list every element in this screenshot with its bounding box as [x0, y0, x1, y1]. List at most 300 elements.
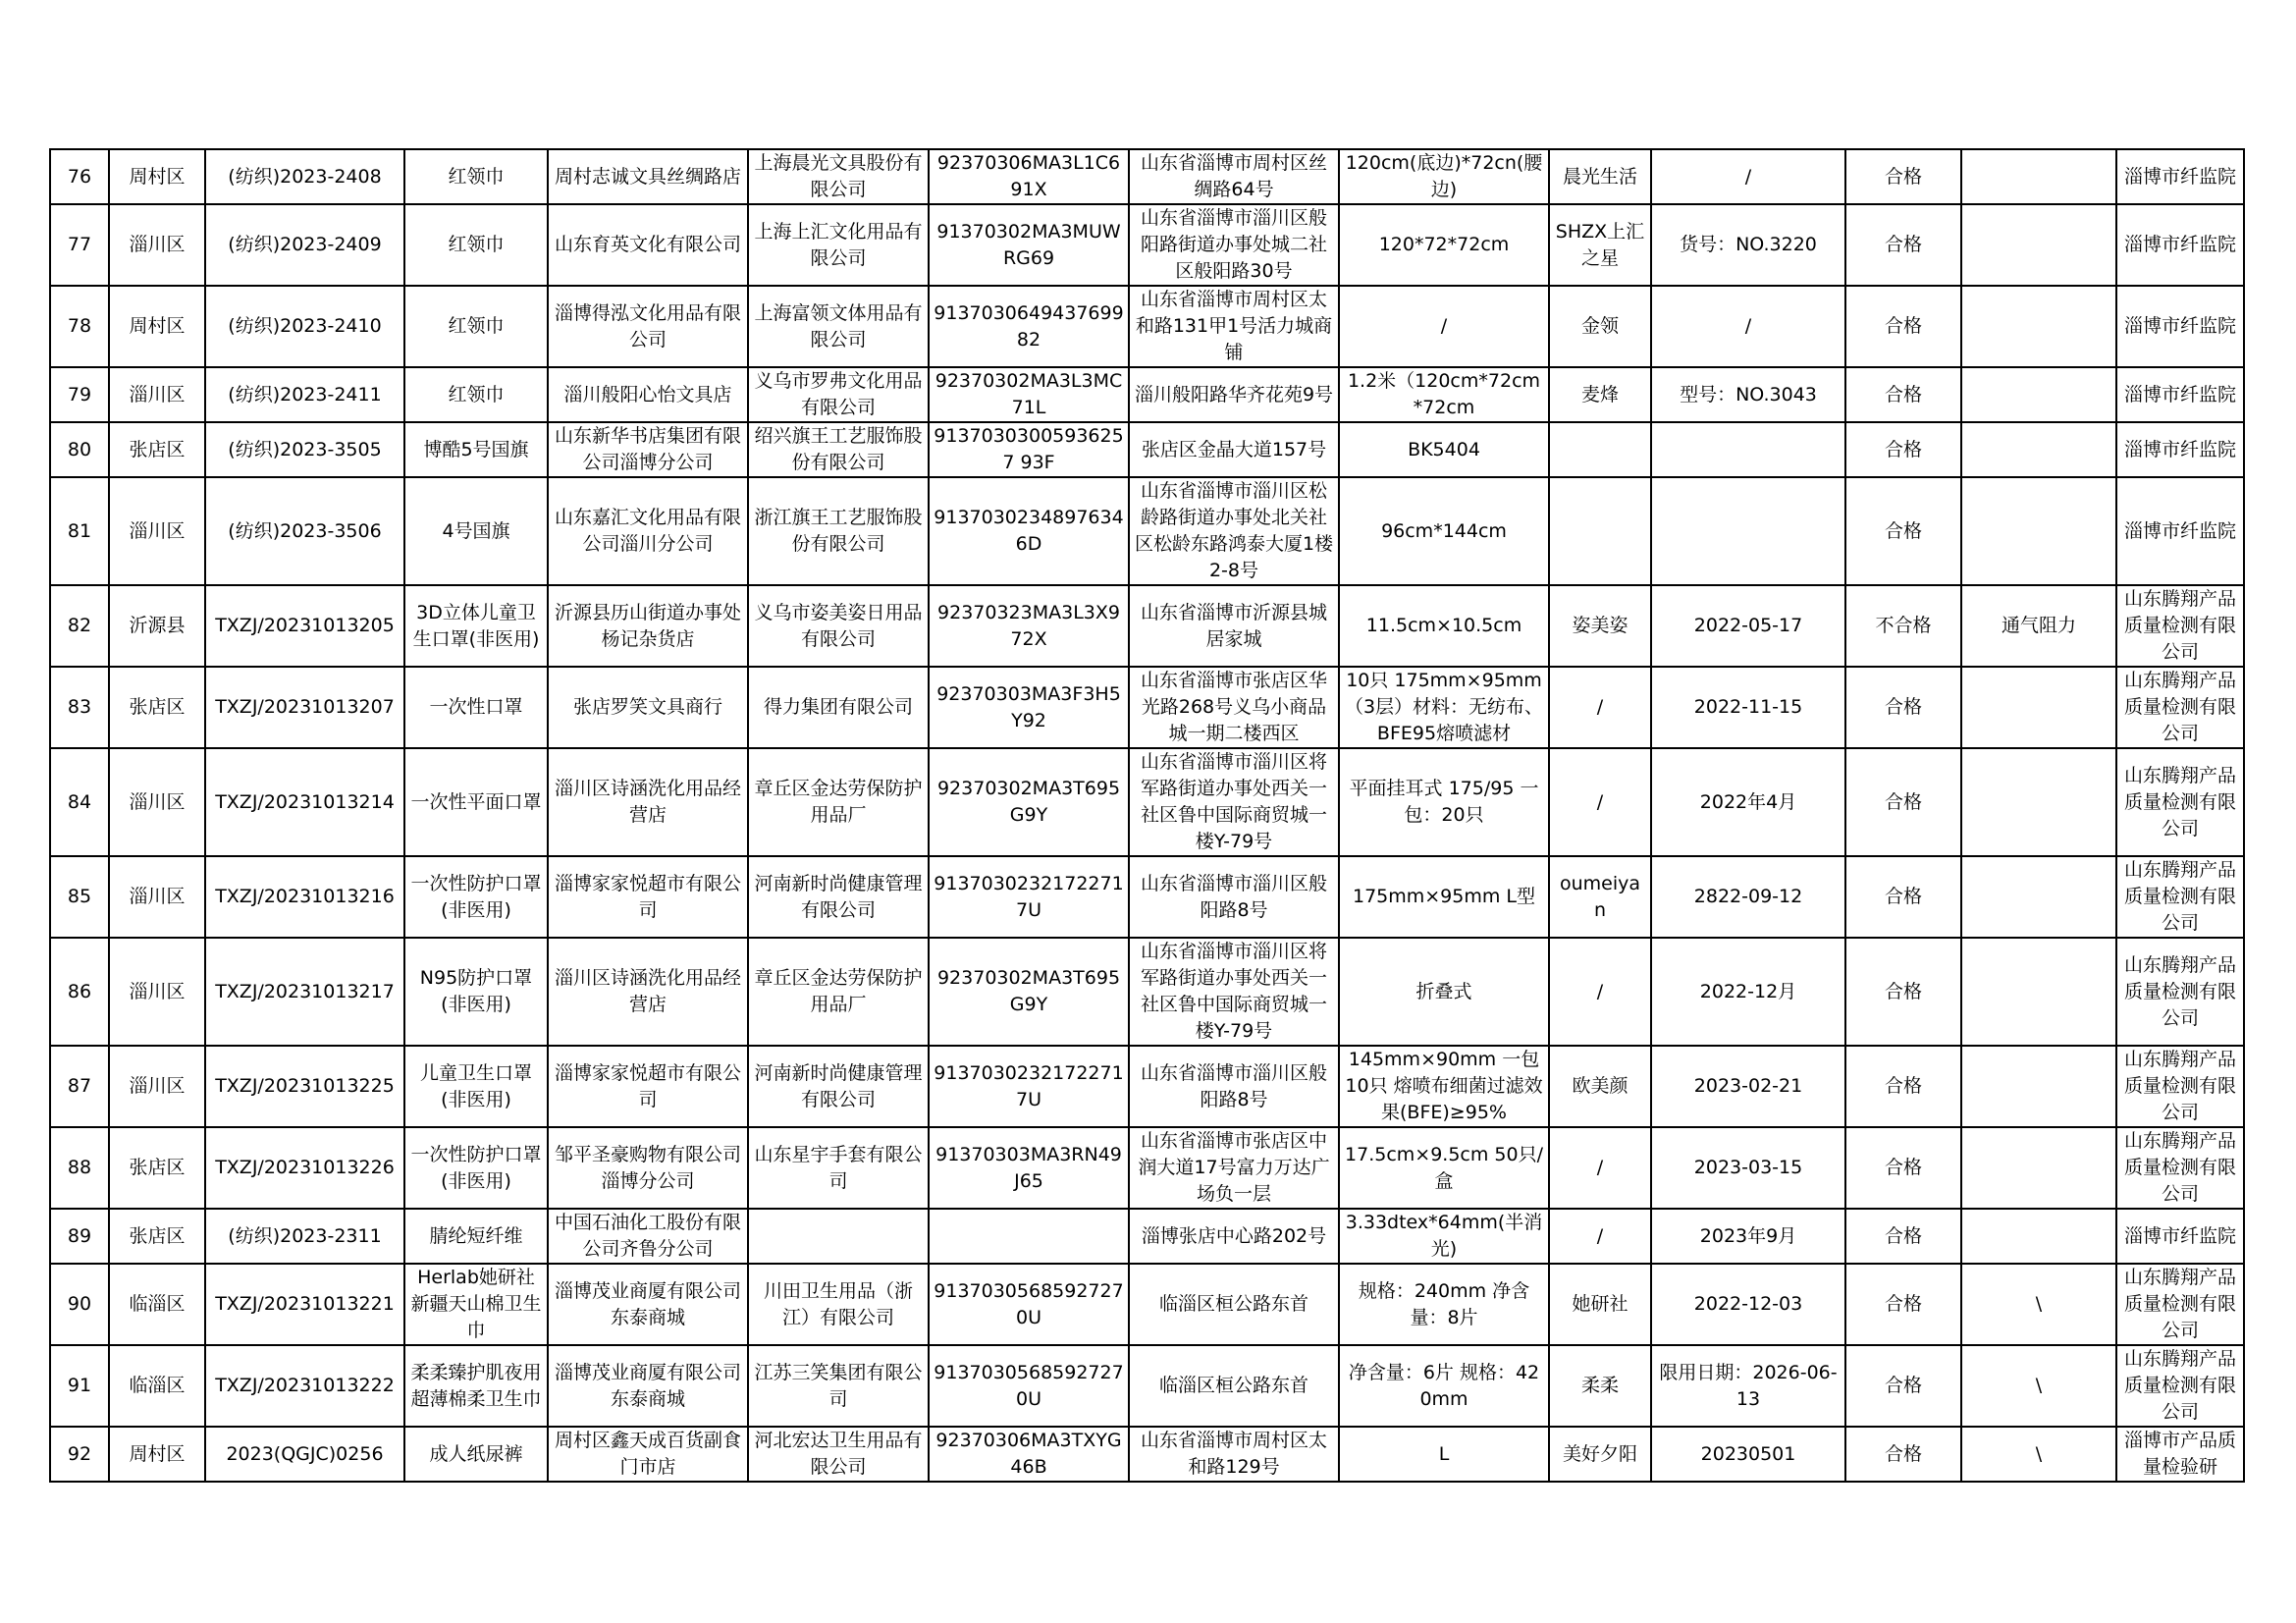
sample-code-cell	[205, 856, 404, 938]
spec-cell	[1339, 1209, 1549, 1264]
row-number-cell-text: 86	[67, 980, 92, 1002]
brand-cell	[1549, 149, 1651, 204]
product-name-cell-text: 一次性平面口罩	[410, 790, 542, 813]
testing-lab-cell-text: 山东腾翔产品质量检测有限公司	[2123, 1130, 2236, 1205]
result-cell-text: 合格	[1884, 315, 1922, 337]
brand-cell-text: 欧美颜	[1572, 1075, 1629, 1097]
row-number-cell	[50, 667, 109, 748]
row-number-cell-text: 79	[67, 383, 92, 406]
sample-code-cell	[205, 477, 404, 585]
address-cell	[1129, 1127, 1339, 1209]
credit-code-cell	[929, 204, 1129, 286]
table-row	[50, 1127, 2244, 1209]
row-number-cell-text: 91	[67, 1375, 92, 1396]
credit-code-cell	[929, 748, 1129, 856]
testing-lab-cell-text: 淄博市纤监院	[2123, 519, 2236, 542]
testing-lab-cell	[2116, 149, 2244, 204]
testing-lab-cell-text: 淄博市纤监院	[2123, 315, 2236, 337]
row-number-cell-text: 81	[67, 519, 92, 542]
district-cell-text: 淄川区	[129, 790, 186, 813]
district-cell	[109, 856, 205, 938]
address-cell	[1129, 1046, 1339, 1127]
district-cell	[109, 748, 205, 856]
sample-code-cell-text: (纺织)2023-2411	[228, 383, 382, 406]
address-cell	[1129, 1427, 1339, 1482]
district-cell-text: 淄川区	[129, 234, 186, 255]
district-cell	[109, 422, 205, 477]
batch-date-cell	[1651, 1046, 1845, 1127]
batch-date-cell-text: 2022年4月	[1699, 790, 1797, 813]
seller-cell	[548, 667, 748, 748]
district-cell	[109, 1427, 205, 1482]
failed-item-cell	[1961, 1127, 2116, 1209]
sample-code-cell	[205, 149, 404, 204]
manufacturer-cell-text: 上海富领文体用品有限公司	[754, 301, 923, 351]
sample-code-cell	[205, 1209, 404, 1264]
row-number-cell	[50, 856, 109, 938]
credit-code-cell	[929, 667, 1129, 748]
spec-cell	[1339, 149, 1549, 204]
address-cell-text: 淄川般阳路华齐花苑9号	[1134, 383, 1334, 406]
seller-cell-text: 淄川区诗涵洗化用品经营店	[554, 778, 741, 826]
manufacturer-cell-text: 章丘区金达劳保防护用品厂	[754, 778, 923, 826]
sample-code-cell	[205, 938, 404, 1046]
spec-cell	[1339, 585, 1549, 667]
address-cell	[1129, 1345, 1339, 1427]
district-cell-text: 沂源县	[129, 615, 186, 636]
spec-cell	[1339, 1127, 1549, 1209]
address-cell	[1129, 1264, 1339, 1345]
seller-cell-text: 淄博茂业商厦有限公司东泰商城	[554, 1279, 741, 1328]
result-cell-text: 合格	[1884, 383, 1922, 406]
batch-date-cell-text: 2022-12-03	[1693, 1293, 1803, 1315]
brand-cell	[1549, 667, 1651, 748]
failed-item-cell	[1961, 667, 2116, 748]
table-row	[50, 748, 2244, 856]
spec-cell	[1339, 204, 1549, 286]
result-cell-text: 合格	[1884, 1224, 1922, 1247]
address-cell-text: 张店区金晶大道157号	[1141, 438, 1327, 460]
batch-date-cell	[1651, 1345, 1845, 1427]
district-cell	[109, 667, 205, 748]
row-number-cell	[50, 1046, 109, 1127]
address-cell-text: 山东省淄博市张店区华光路268号义乌小商品城一期二楼西区	[1140, 670, 1327, 744]
result-cell	[1845, 1127, 1961, 1209]
credit-code-cell-text: 92370323MA3L3X972X	[937, 601, 1120, 650]
testing-lab-cell	[2116, 856, 2244, 938]
inspection-results-table	[49, 148, 2245, 1483]
sample-code-cell-text: TXZJ/20231013214	[215, 790, 395, 813]
manufacturer-cell	[748, 938, 929, 1046]
manufacturer-cell	[748, 667, 929, 748]
testing-lab-cell	[2116, 422, 2244, 477]
district-cell	[109, 585, 205, 667]
address-cell	[1129, 938, 1339, 1046]
brand-cell-text: 美好夕阳	[1562, 1442, 1637, 1465]
manufacturer-cell	[748, 1264, 929, 1345]
sample-code-cell	[205, 748, 404, 856]
testing-lab-cell	[2116, 477, 2244, 585]
address-cell-text: 山东省淄博市淄川区将军路街道办事处西关一社区鲁中国际商贸城一楼Y-79号	[1140, 941, 1327, 1042]
sample-code-cell	[205, 1427, 404, 1482]
sample-code-cell	[205, 667, 404, 748]
sample-code-cell	[205, 367, 404, 422]
spec-cell	[1339, 748, 1549, 856]
manufacturer-cell	[748, 477, 929, 585]
credit-code-cell-text: 92370303MA3F3H5Y92	[936, 682, 1121, 731]
district-cell-text: 周村区	[129, 315, 186, 337]
credit-code-cell	[929, 938, 1129, 1046]
address-cell	[1129, 477, 1339, 585]
district-cell-text: 张店区	[129, 438, 186, 460]
district-cell-text: 张店区	[129, 1157, 186, 1178]
manufacturer-cell-text: 章丘区金达劳保防护用品厂	[754, 967, 923, 1015]
product-name-cell-text: 3D立体儿童卫生口罩(非医用)	[412, 601, 540, 650]
sample-code-cell-text: TXZJ/20231013221	[215, 1293, 395, 1315]
batch-date-cell	[1651, 149, 1845, 204]
product-name-cell	[404, 667, 548, 748]
district-cell	[109, 367, 205, 422]
address-cell	[1129, 422, 1339, 477]
seller-cell-text: 张店罗笑文具商行	[572, 696, 722, 718]
address-cell	[1129, 204, 1339, 286]
row-number-cell	[50, 748, 109, 856]
row-number-cell	[50, 286, 109, 367]
manufacturer-cell	[748, 422, 929, 477]
manufacturer-cell-text: 上海晨光文具股份有限公司	[754, 152, 923, 200]
table-row	[50, 1345, 2244, 1427]
district-cell	[109, 1127, 205, 1209]
row-number-cell-text: 90	[67, 1293, 92, 1315]
batch-date-cell-text: 2022-05-17	[1693, 615, 1803, 636]
seller-cell-text: 淄博茂业商厦有限公司东泰商城	[554, 1361, 741, 1410]
brand-cell-text: /	[1596, 790, 1604, 813]
batch-date-cell-text: 2022-11-15	[1693, 696, 1803, 718]
credit-code-cell-text: 92370306MA3L1C691X	[936, 152, 1121, 200]
result-cell-text: 合格	[1884, 165, 1922, 188]
row-number-cell	[50, 367, 109, 422]
product-name-cell-text: 一次性口罩	[429, 696, 523, 718]
credit-code-cell	[929, 1127, 1129, 1209]
result-cell-text: 合格	[1884, 790, 1922, 813]
address-cell-text: 临淄区桓公路东首	[1158, 1375, 1308, 1396]
address-cell	[1129, 367, 1339, 422]
brand-cell	[1549, 1264, 1651, 1345]
credit-code-cell-text: 91370305685927270U	[934, 1279, 1124, 1328]
district-cell-text: 淄川区	[129, 1075, 186, 1097]
product-name-cell-text: 红领巾	[448, 383, 505, 406]
district-cell-text: 周村区	[129, 1442, 186, 1465]
batch-date-cell-text: 2023-02-21	[1693, 1075, 1803, 1097]
failed-item-cell-text: \	[2035, 1442, 2043, 1465]
batch-date-cell	[1651, 667, 1845, 748]
manufacturer-cell	[748, 748, 929, 856]
batch-date-cell-text: /	[1744, 315, 1752, 337]
brand-cell	[1549, 367, 1651, 422]
batch-date-cell	[1651, 1264, 1845, 1345]
seller-cell-text: 山东新华书店集团有限公司淄博分公司	[554, 425, 741, 473]
product-name-cell-text: 一次性防护口罩(非医用)	[410, 872, 542, 921]
spec-cell	[1339, 477, 1549, 585]
manufacturer-cell-text: 得力集团有限公司	[763, 696, 913, 718]
spec-cell-text: 平面挂耳式 175/95 一包：20只	[1349, 778, 1539, 826]
product-name-cell-text: 红领巾	[448, 234, 505, 255]
row-number-cell	[50, 1209, 109, 1264]
sample-code-cell	[205, 585, 404, 667]
table-row	[50, 1427, 2244, 1482]
credit-code-cell	[929, 1046, 1129, 1127]
district-cell-text: 淄川区	[129, 519, 186, 542]
credit-code-cell-text: 91370302MA3MUWRG69	[936, 220, 1121, 269]
manufacturer-cell-text: 山东星宇手套有限公司	[754, 1143, 923, 1192]
product-name-cell	[404, 1264, 548, 1345]
failed-item-cell-text: \	[2035, 1375, 2043, 1396]
address-cell-text: 山东省淄博市沂源县城居家城	[1140, 601, 1327, 650]
address-cell-text: 山东省淄博市淄川区将军路街道办事处西关一社区鲁中国际商贸城一楼Y-79号	[1140, 751, 1327, 852]
row-number-cell-text: 82	[67, 615, 92, 636]
result-cell-text: 合格	[1884, 696, 1922, 718]
row-number-cell-text: 89	[67, 1224, 92, 1247]
result-cell-text: 合格	[1884, 519, 1922, 542]
seller-cell	[548, 585, 748, 667]
product-name-cell-text: 腈纶短纤维	[429, 1224, 523, 1247]
seller-cell	[548, 748, 748, 856]
sample-code-cell-text: TXZJ/20231013225	[215, 1075, 395, 1097]
row-number-cell-text: 88	[67, 1157, 92, 1178]
product-name-cell	[404, 1345, 548, 1427]
testing-lab-cell	[2116, 1264, 2244, 1345]
address-cell	[1129, 856, 1339, 938]
spec-cell-text: BK5404	[1408, 438, 1480, 460]
spec-cell	[1339, 667, 1549, 748]
testing-lab-cell	[2116, 1127, 2244, 1209]
result-cell-text: 合格	[1884, 1375, 1922, 1396]
seller-cell-text: 沂源县历山街道办事处杨记杂货店	[554, 601, 741, 650]
batch-date-cell	[1651, 422, 1845, 477]
sample-code-cell-text: TXZJ/20231013205	[215, 615, 395, 636]
product-name-cell-text: 红领巾	[448, 165, 505, 188]
spec-cell	[1339, 1427, 1549, 1482]
spec-cell-text: /	[1440, 315, 1448, 337]
testing-lab-cell-text: 山东腾翔产品质量检测有限公司	[2123, 1049, 2236, 1123]
result-cell-text: 合格	[1884, 1442, 1922, 1465]
failed-item-cell	[1961, 1264, 2116, 1345]
product-name-cell	[404, 938, 548, 1046]
row-number-cell	[50, 204, 109, 286]
row-number-cell	[50, 938, 109, 1046]
product-name-cell-text: N95防护口罩(非医用)	[419, 967, 533, 1015]
sample-code-cell-text: 2023(QGJC)0256	[226, 1442, 384, 1465]
testing-lab-cell-text: 淄博市纤监院	[2123, 165, 2236, 188]
product-name-cell	[404, 1209, 548, 1264]
brand-cell	[1549, 938, 1651, 1046]
sample-code-cell	[205, 1264, 404, 1345]
address-cell-text: 临淄区桓公路东首	[1158, 1293, 1308, 1315]
testing-lab-cell	[2116, 667, 2244, 748]
district-cell-text: 临淄区	[129, 1375, 186, 1396]
brand-cell-text: oumeiyan	[1559, 872, 1641, 921]
spec-cell-text: 规格：240mm 净含量：8片	[1358, 1279, 1530, 1328]
failed-item-cell-text: \	[2035, 1293, 2043, 1315]
seller-cell	[548, 204, 748, 286]
testing-lab-cell-text: 山东腾翔产品质量检测有限公司	[2123, 1348, 2236, 1423]
address-cell-text: 山东省淄博市淄川区松龄路街道办事处北关社区松龄东路鸿泰大厦1楼2-8号	[1134, 480, 1334, 581]
result-cell	[1845, 938, 1961, 1046]
seller-cell	[548, 938, 748, 1046]
brand-cell	[1549, 422, 1651, 477]
testing-lab-cell	[2116, 1427, 2244, 1482]
product-name-cell	[404, 286, 548, 367]
batch-date-cell-text: 2023年9月	[1699, 1224, 1797, 1247]
result-cell-text: 合格	[1884, 1075, 1922, 1097]
row-number-cell	[50, 149, 109, 204]
brand-cell-text: 姿美姿	[1572, 615, 1629, 636]
district-cell-text: 淄川区	[129, 383, 186, 406]
table-row	[50, 856, 2244, 938]
batch-date-cell-text: 20230501	[1700, 1442, 1796, 1465]
brand-cell-text: 柔柔	[1580, 1375, 1619, 1396]
sample-code-cell-text: TXZJ/20231013222	[215, 1375, 395, 1396]
row-number-cell-text: 87	[67, 1075, 92, 1097]
batch-date-cell	[1651, 286, 1845, 367]
seller-cell	[548, 1427, 748, 1482]
credit-code-cell-text: 91370305685927270U	[934, 1361, 1124, 1410]
credit-code-cell	[929, 149, 1129, 204]
spec-cell	[1339, 422, 1549, 477]
credit-code-cell-text: 91370303005936257 93F	[934, 425, 1124, 473]
result-cell	[1845, 585, 1961, 667]
table-row	[50, 204, 2244, 286]
spec-cell-text: 10只 175mm×95mm（3层）材料：无纺布、BFE95熔喷滤材	[1344, 670, 1544, 744]
manufacturer-cell-text: 绍兴旗王工艺服饰股份有限公司	[754, 425, 923, 473]
spec-cell-text: 120*72*72cm	[1378, 234, 1510, 255]
manufacturer-cell	[748, 856, 929, 938]
failed-item-cell	[1961, 1209, 2116, 1264]
sample-code-cell	[205, 1127, 404, 1209]
batch-date-cell	[1651, 477, 1845, 585]
address-cell	[1129, 149, 1339, 204]
failed-item-cell	[1961, 585, 2116, 667]
table-row	[50, 938, 2244, 1046]
seller-cell	[548, 1127, 748, 1209]
brand-cell	[1549, 1427, 1651, 1482]
row-number-cell-text: 77	[67, 234, 92, 255]
product-name-cell	[404, 477, 548, 585]
manufacturer-cell-text: 浙江旗王工艺服饰股份有限公司	[754, 507, 923, 555]
product-name-cell-text: 4号国旗	[442, 519, 510, 542]
testing-lab-cell-text: 淄博市纤监院	[2123, 383, 2236, 406]
seller-cell-text: 山东育英文化有限公司	[554, 234, 741, 255]
address-cell	[1129, 748, 1339, 856]
testing-lab-cell-text: 淄博市纤监院	[2123, 438, 2236, 460]
credit-code-cell-text: 91370302348976346D	[934, 507, 1124, 555]
table-row	[50, 1209, 2244, 1264]
sample-code-cell	[205, 1345, 404, 1427]
seller-cell-text: 中国石油化工股份有限公司齐鲁分公司	[554, 1212, 741, 1260]
credit-code-cell-text: 92370302MA3T695G9Y	[936, 967, 1121, 1015]
district-cell-text: 淄川区	[129, 886, 186, 907]
district-cell	[109, 938, 205, 1046]
spec-cell	[1339, 1046, 1549, 1127]
manufacturer-cell	[748, 1127, 929, 1209]
result-cell	[1845, 1209, 1961, 1264]
credit-code-cell	[929, 477, 1129, 585]
spec-cell-text: 17.5cm×9.5cm 50只/盒	[1345, 1143, 1543, 1192]
sample-code-cell-text: (纺织)2023-2410	[228, 315, 382, 337]
batch-date-cell	[1651, 585, 1845, 667]
spec-cell-text: 折叠式	[1415, 980, 1472, 1002]
failed-item-cell	[1961, 1345, 2116, 1427]
testing-lab-cell	[2116, 1345, 2244, 1427]
testing-lab-cell	[2116, 1209, 2244, 1264]
seller-cell	[548, 422, 748, 477]
seller-cell-text: 淄博家家悦超市有限公司	[554, 1061, 741, 1110]
manufacturer-cell	[748, 1046, 929, 1127]
credit-code-cell	[929, 286, 1129, 367]
credit-code-cell-text: 91370302321722717U	[934, 872, 1124, 921]
district-cell	[109, 204, 205, 286]
result-cell-text: 合格	[1884, 1293, 1922, 1315]
failed-item-cell	[1961, 856, 2116, 938]
testing-lab-cell-text: 山东腾翔产品质量检测有限公司	[2123, 953, 2236, 1029]
failed-item-cell-text: 通气阻力	[2001, 615, 2076, 636]
result-cell	[1845, 204, 1961, 286]
failed-item-cell	[1961, 1427, 2116, 1482]
row-number-cell	[50, 1345, 109, 1427]
result-cell-text: 合格	[1884, 886, 1922, 907]
manufacturer-cell-text: 江苏三笑集团有限公司	[754, 1361, 923, 1410]
result-cell	[1845, 1264, 1961, 1345]
batch-date-cell-text: 2022-12月	[1699, 980, 1797, 1002]
manufacturer-cell-text: 上海上汇文化用品有限公司	[754, 220, 923, 269]
brand-cell	[1549, 477, 1651, 585]
seller-cell-text: 周村志诚文具丝绸路店	[554, 165, 741, 188]
credit-code-cell-text: 92370306MA3TXYG46B	[935, 1430, 1122, 1478]
brand-cell	[1549, 1345, 1651, 1427]
result-cell	[1845, 748, 1961, 856]
manufacturer-cell	[748, 1209, 929, 1264]
district-cell-text: 淄川区	[129, 980, 186, 1002]
credit-code-cell	[929, 856, 1129, 938]
testing-lab-cell	[2116, 204, 2244, 286]
spec-cell	[1339, 367, 1549, 422]
product-name-cell-text: 成人纸尿裤	[429, 1442, 523, 1465]
result-cell-text: 合格	[1884, 234, 1922, 255]
district-cell	[109, 286, 205, 367]
result-cell	[1845, 477, 1961, 585]
spec-cell	[1339, 1345, 1549, 1427]
brand-cell-text: /	[1596, 1224, 1604, 1247]
batch-date-cell	[1651, 856, 1845, 938]
batch-date-cell-text: 2023-03-15	[1693, 1157, 1803, 1178]
row-number-cell-text: 84	[67, 790, 92, 813]
address-cell-text: 山东省淄博市张店区中润大道17号富力万达广场负一层	[1138, 1130, 1330, 1205]
row-number-cell	[50, 422, 109, 477]
testing-lab-cell-text: 淄博市纤监院	[2123, 234, 2236, 255]
result-cell	[1845, 1427, 1961, 1482]
table-row	[50, 667, 2244, 748]
address-cell	[1129, 1209, 1339, 1264]
manufacturer-cell	[748, 1345, 929, 1427]
sample-code-cell	[205, 1046, 404, 1127]
address-cell	[1129, 286, 1339, 367]
table-row	[50, 1264, 2244, 1345]
manufacturer-cell	[748, 286, 929, 367]
row-number-cell-text: 83	[67, 696, 92, 718]
product-name-cell	[404, 856, 548, 938]
row-number-cell-text: 76	[67, 165, 92, 188]
result-cell	[1845, 667, 1961, 748]
